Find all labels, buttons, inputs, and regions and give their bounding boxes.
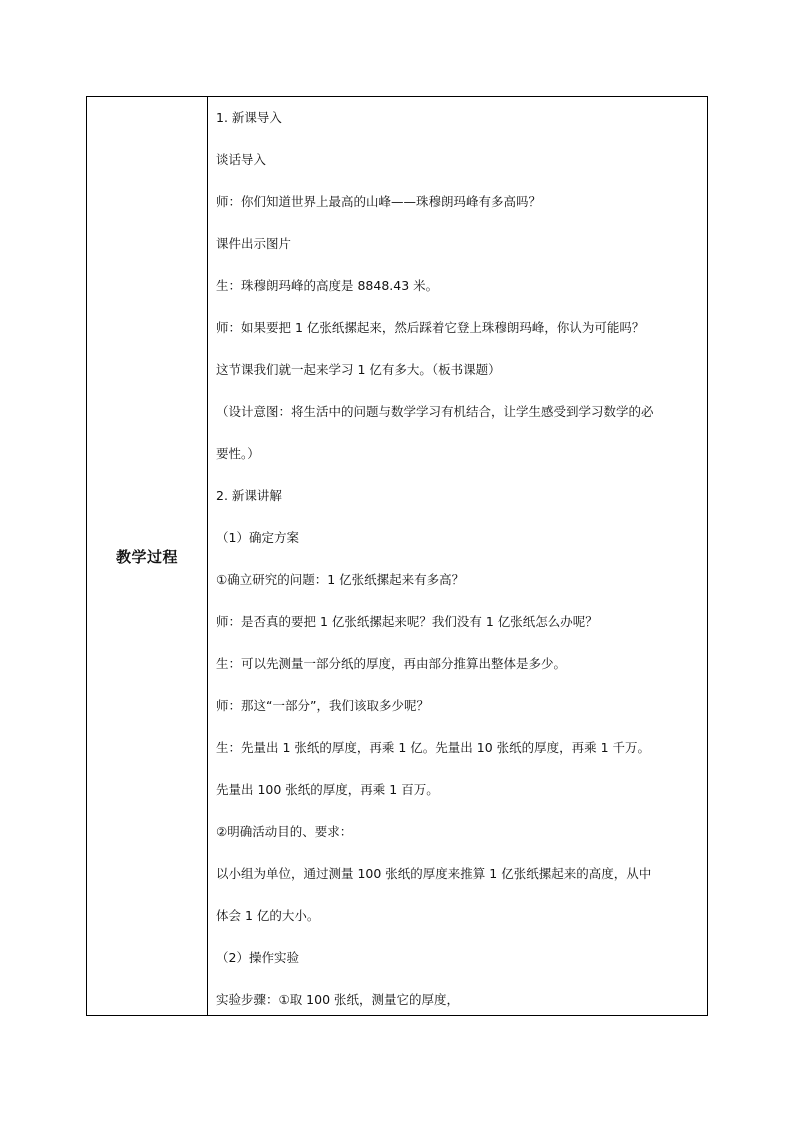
text-line: 课件出示图片 xyxy=(216,236,292,251)
text-line: ①确立研究的问题：1 亿张纸摞起来有多高？ xyxy=(216,572,465,587)
text-line: 师：那这“一部分”，我们该取多少呢？ xyxy=(216,698,429,713)
text-line: ②明确活动目的、要求： xyxy=(216,824,353,839)
text-line: 先量出 100 张纸的厚度，再乘 1 百万。 xyxy=(216,782,439,797)
text-line: 师：你们知道世界上最高的山峰——珠穆朗玛峰有多高吗？ xyxy=(216,194,542,209)
text-line: 1. 新课导入 xyxy=(216,110,282,125)
text-line: 体会 1 亿的大小。 xyxy=(216,908,320,923)
text-line: （2）操作实验 xyxy=(216,950,299,965)
section-label: 教学过程 xyxy=(115,547,178,566)
text-line: 实验步骤：①取 100 张纸，测量它的厚度， xyxy=(216,992,460,1007)
section-label-cell xyxy=(87,97,208,1015)
lesson-table xyxy=(86,96,708,1016)
text-line: 以小组为单位，通过测量 100 张纸的厚度来推算 1 亿张纸摞起来的高度，从中 xyxy=(216,866,652,881)
text-line: 师：是否真的要把 1 亿张纸摞起来呢？我们没有 1 亿张纸怎么办呢？ xyxy=(216,614,598,629)
text-line: 这节课我们就一起来学习 1 亿有多大。（板书课题） xyxy=(216,362,501,377)
content-cell xyxy=(208,97,707,1015)
text-line: 生：珠穆朗玛峰的高度是 8848.43 米。 xyxy=(216,278,439,293)
text-line: 2. 新课讲解 xyxy=(216,488,282,503)
text-line: 生：可以先测量一部分纸的厚度，再由部分推算出整体是多少。 xyxy=(216,656,567,671)
text-line: 谈话导入 xyxy=(216,152,267,167)
text-line: 师：如果要把 1 亿张纸摞起来，然后踩着它登上珠穆朗玛峰，你认为可能吗？ xyxy=(216,320,645,335)
text-line: 要性。） xyxy=(216,446,260,461)
text-line: （设计意图：将生活中的问题与数学学习有机结合，让学生感受到学习数学的必 xyxy=(216,404,654,419)
text-line: （1）确定方案 xyxy=(216,530,299,545)
text-line: 生：先量出 1 张纸的厚度，再乘 1 亿。先量出 10 张纸的厚度，再乘 1 千万。 xyxy=(216,740,651,755)
